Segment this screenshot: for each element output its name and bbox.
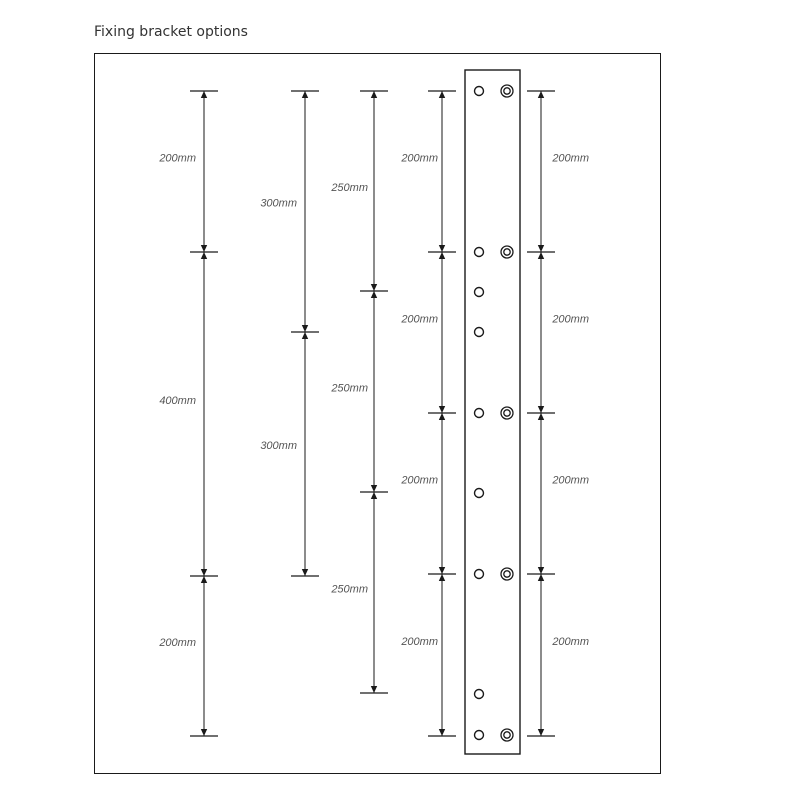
countersunk-hole [501, 85, 513, 97]
arrow-up-icon [439, 574, 445, 581]
arrow-down-icon [439, 406, 445, 413]
countersunk-hole [501, 568, 513, 580]
arrow-down-icon [538, 567, 544, 574]
arrow-up-icon [538, 252, 544, 259]
countersunk-hole-inner [504, 571, 510, 577]
dimension-label: 200mm [552, 313, 589, 326]
dimension-label: 300mm [260, 440, 297, 452]
arrow-down-icon [538, 406, 544, 413]
dimension-label: 400mm [159, 395, 196, 407]
plain-hole [475, 87, 484, 96]
arrow-down-icon [371, 284, 377, 291]
countersunk-hole-inner [504, 732, 510, 738]
dimension-label: 200mm [159, 637, 196, 649]
countersunk-hole [501, 407, 513, 419]
dimension-label: 250mm [331, 182, 368, 194]
arrow-down-icon [201, 729, 207, 736]
arrow-up-icon [538, 413, 544, 420]
dimension-label: 200mm [401, 152, 438, 165]
countersunk-hole [501, 246, 513, 258]
plain-hole [475, 328, 484, 337]
arrow-up-icon [201, 576, 207, 583]
arrow-down-icon [439, 729, 445, 736]
dimension-label: 200mm [401, 636, 438, 648]
arrow-up-icon [302, 332, 308, 339]
arrow-down-icon [439, 567, 445, 574]
arrow-down-icon [371, 686, 377, 693]
dimension-label: 250mm [331, 583, 368, 596]
dimension-label: 200mm [552, 474, 589, 487]
arrow-up-icon [371, 291, 377, 298]
arrow-up-icon [201, 91, 207, 98]
arrow-down-icon [302, 325, 308, 332]
countersunk-hole-inner [504, 249, 510, 255]
arrow-up-icon [371, 91, 377, 98]
arrow-down-icon [302, 569, 308, 576]
arrow-down-icon [538, 729, 544, 736]
arrow-down-icon [201, 245, 207, 252]
dimension-label: 200mm [552, 636, 589, 648]
plain-hole [475, 489, 484, 498]
plain-hole [475, 248, 484, 257]
plain-hole [475, 570, 484, 579]
arrow-up-icon [371, 492, 377, 499]
arrow-down-icon [201, 569, 207, 576]
bracket-strip [465, 70, 520, 754]
arrow-down-icon [371, 485, 377, 492]
plain-hole [475, 409, 484, 418]
dimension-label: 200mm [401, 474, 438, 487]
plain-hole [475, 690, 484, 699]
dimension-label: 200mm [401, 313, 438, 326]
arrow-up-icon [538, 574, 544, 581]
countersunk-hole-inner [504, 410, 510, 416]
dimension-label: 250mm [331, 382, 368, 395]
dimension-label: 200mm [552, 152, 589, 165]
dimension-label: 200mm [159, 152, 196, 165]
arrow-down-icon [538, 245, 544, 252]
arrow-up-icon [302, 91, 308, 98]
plain-hole [475, 288, 484, 297]
arrow-up-icon [439, 91, 445, 98]
arrow-up-icon [439, 252, 445, 259]
countersunk-hole-inner [504, 88, 510, 94]
dimension-label: 300mm [260, 197, 297, 210]
arrow-up-icon [201, 252, 207, 259]
plain-hole [475, 731, 484, 740]
arrow-down-icon [439, 245, 445, 252]
countersunk-hole [501, 729, 513, 741]
arrow-up-icon [439, 413, 445, 420]
diagram-title: Fixing bracket options [94, 24, 248, 40]
arrow-up-icon [538, 91, 544, 98]
